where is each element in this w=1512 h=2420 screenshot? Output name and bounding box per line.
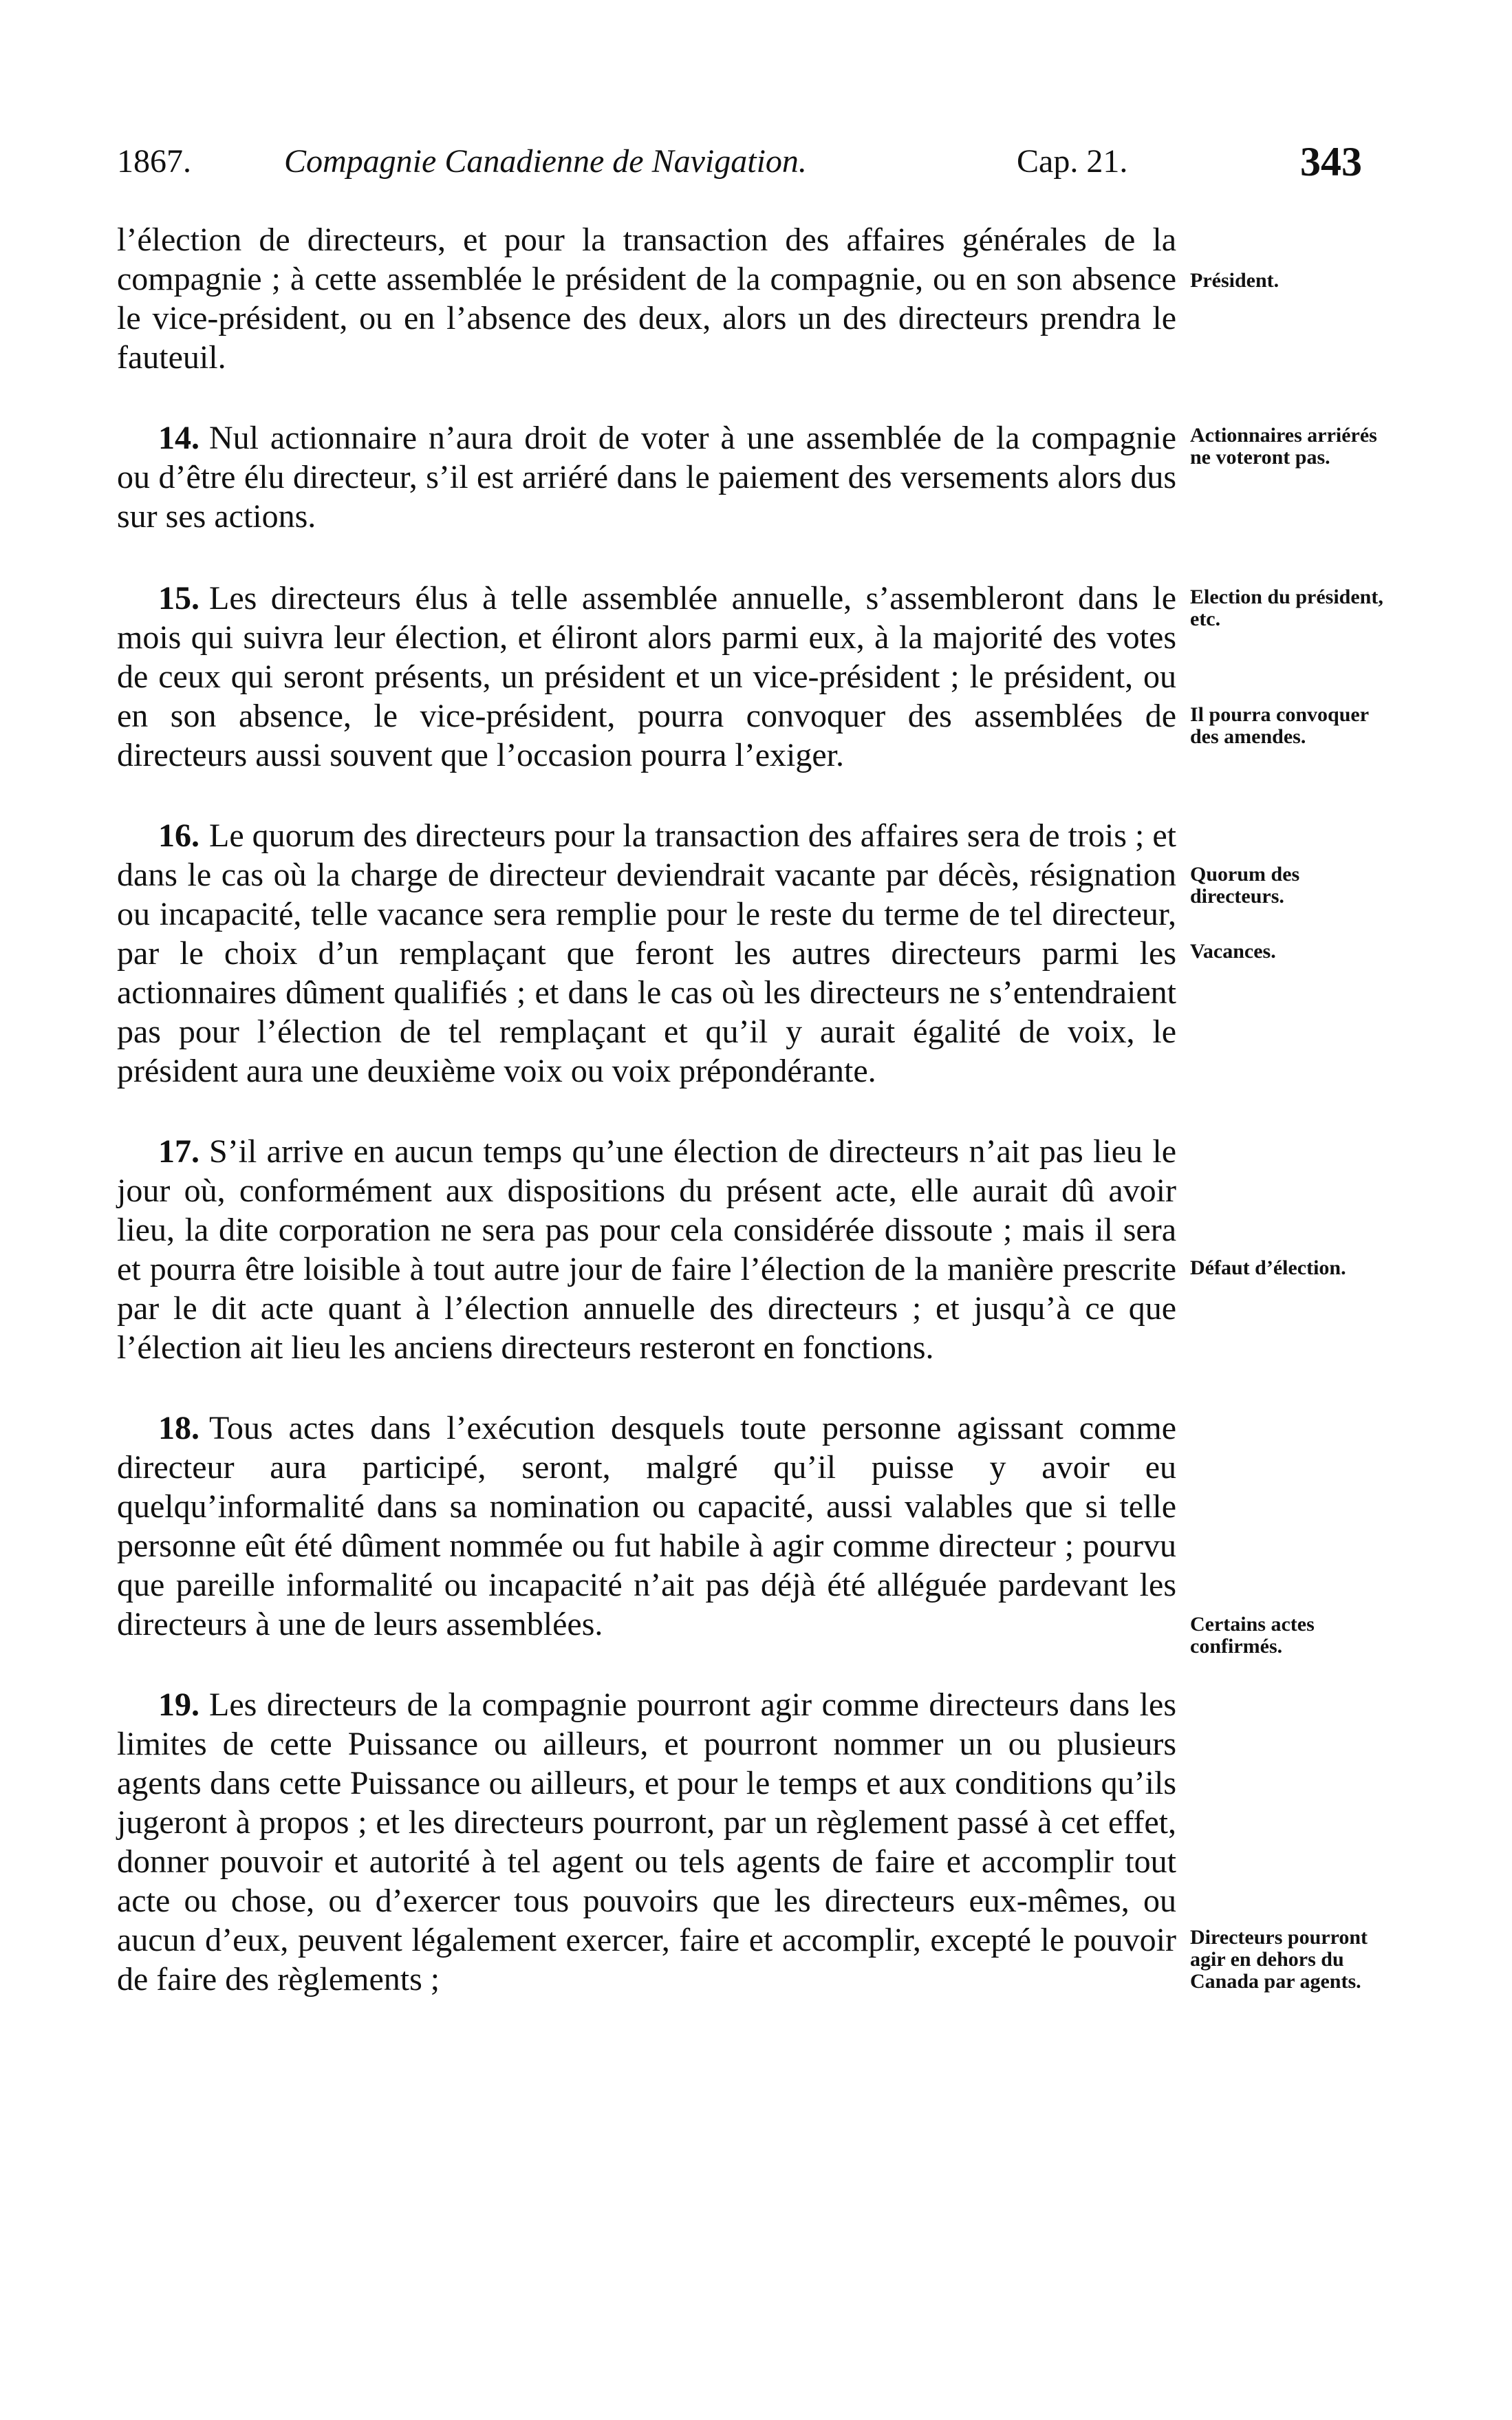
section-number: 19. (158, 1686, 199, 1723)
section-16 (117, 816, 1176, 1091)
paragraph-text: Nul actionnaire n’aura droit de voter à une assemblée de la compagnie ou d’être élu directeur, s’il est arriéré dans le paiement des versements alors dus sur ses actions. (117, 420, 1176, 535)
section-number: 15. (158, 580, 199, 617)
margin-note-election-president: Election du président, etc. (1190, 586, 1383, 630)
running-header (117, 138, 1362, 186)
margin-note-convoquer: Il pourra convoquer des amendes. (1190, 703, 1369, 748)
margin-note-vacances: Vacances. (1190, 940, 1276, 963)
margin-note-actes-confirmes: Certains actes confirmés. (1190, 1613, 1315, 1658)
section-number: 17. (158, 1133, 199, 1170)
header-year: 1867. (117, 143, 191, 180)
paragraph-text: S’il arrive en aucun temps qu’une élection de directeurs n’ait pas lieu le jour où, conformément aux dispositions du présent acte, elle aurait dû avoir lieu, la dite corporation ne sera pas pour cela considérée dissoute ; mais il sera et pourra être loisible à tout autre jour de faire l’élection de la manière prescrite par le dit acte quant à l’élection annuelle des directeurs ; et jusqu’à ce que l’élection ait lieu les anciens directeurs resteront en fonctions. (117, 1133, 1176, 1366)
margin-note-agents: Directeurs pourront agir en dehors du Canada par agents. (1190, 1926, 1368, 1993)
section-15 (117, 579, 1176, 775)
margin-note-actionnaires: Actionnaires arriérés ne voteront pas. (1190, 424, 1377, 469)
section-19 (117, 1685, 1176, 1999)
section-14 (117, 418, 1176, 536)
paragraph-text: Les directeurs de la compagnie pourront agir comme directeurs dans les limites de cette Puissance ou ailleurs, et pourront nommer un ou plusieurs agents dans cette Puissance ou ailleurs, et pour le temps et aux conditions qu’ils jugeront à propos ; et les directeurs pourront, par un règlement passé à cet effet, donner pouvoir et autorité à tel agent ou tels agents de faire et accomplir tout acte ou chose, ou d’exercer tous pouvoirs que les directeurs eux-mêmes, ou aucun d’eux, peuvent légalement exercer, faire et accomplir, excepté le pouvoir de faire des règlements ; (117, 1686, 1176, 1998)
header-title: Compagnie Canadienne de Navigation. (284, 143, 807, 180)
paragraph-text: Tous actes dans l’exécution desquels toute personne agissant comme directeur aura participé, seront, malgré qu’il puisse y avoir eu quelqu’informalité dans sa nomination ou capacité, aussi valables que si telle personne eût été dûment nommée ou fut habile à agir comme directeur ; pourvu que pareille informalité ou incapacité n’ait pas déjà été alléguée pardevant les directeurs à une de leurs assemblées. (117, 1410, 1176, 1642)
paragraph-continued (117, 220, 1176, 377)
section-18 (117, 1409, 1176, 1644)
section-number: 14. (158, 420, 199, 456)
paragraph-text: l’élection de directeurs, et pour la transaction des affaires générales de la compagnie ; à cette assemblée le président de la compagnie, ou en son absence le vice-président, ou en l’absence des deux, alors un des directeurs prendra le fauteuil. (117, 222, 1176, 376)
section-number: 18. (158, 1410, 199, 1446)
page-number: 343 (1300, 139, 1362, 184)
paragraph-text: Les directeurs élus à telle assemblée annuelle, s’assembleront dans le mois qui suivra leur élection, et éliront alors parmi eux, à la majorité des votes de ceux qui seront présents, un président et un vice-président ; le président, ou en son absence, le vice-président, pourra convoquer des assemblées de directeurs aussi souvent que l’occasion pourra l’exiger. (117, 580, 1176, 773)
margin-note-quorum: Quorum des directeurs. (1190, 863, 1300, 908)
margin-note-president: Président. (1190, 269, 1279, 292)
section-17 (117, 1132, 1176, 1367)
header-chapter: Cap. 21. (1017, 143, 1128, 180)
paragraph-text: Le quorum des directeurs pour la transaction des affaires sera de trois ; et dans le cas où la charge de directeur deviendrait vacante par décès, résignation ou incapacité, telle vacance sera remplie pour le reste du terme de tel directeur, par le choix d’un remplaçant que feront les autres directeurs parmi les actionnaires dûment qualifiés ; et dans le cas où les directeurs ne s’entendraient pas pour l’élection de tel remplaçant et qu’il y aurait égalité de voix, le président aura une deuxième voix ou voix prépondérante. (117, 817, 1176, 1089)
body-text (117, 220, 1176, 1999)
section-number: 16. (158, 817, 199, 854)
margin-note-defaut-election: Défaut d’élection. (1190, 1256, 1346, 1279)
